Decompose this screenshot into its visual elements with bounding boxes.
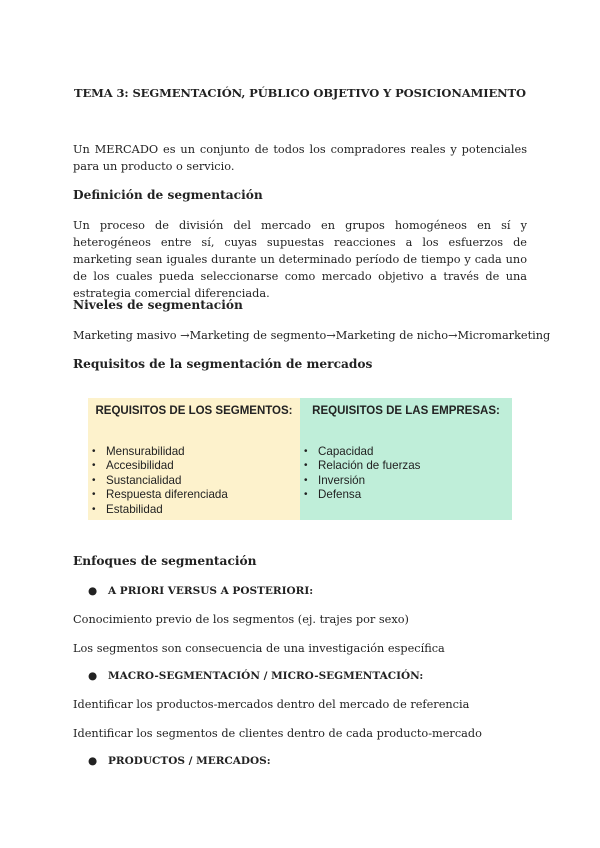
heading-definicion: Definición de segmentación bbox=[73, 188, 263, 202]
enfoques-line: Conocimiento previo de los segmentos (ej. trajes por sexo) bbox=[73, 613, 409, 626]
enfoques-line: Identificar los segmentos de clientes dentro de cada producto-mercado bbox=[73, 727, 482, 740]
empresas-item: • Relación de fuerzas bbox=[300, 459, 420, 473]
heading-niveles: Niveles de segmentación bbox=[73, 298, 243, 312]
bullet-dot-icon: ● bbox=[88, 585, 98, 597]
bullet-macro-micro bbox=[88, 670, 423, 682]
definicion-paragraph: Un proceso de división del mercado en grupos homogéneos en sí y heterogéneos entre sí, cuyas supuestas reacciones a los esfuerzos de marketing sean iguales durante un determinado período de tiempo y cada uno de los cuales pueda seleccionarse como mercado objetivo a través de una estrategia comercial diferenciada. bbox=[73, 219, 527, 300]
segmentos-item: • Respuesta diferenciada bbox=[88, 488, 228, 502]
segmentos-column bbox=[88, 398, 300, 520]
bullet-label: PRODUCTOS / MERCADOS: bbox=[108, 755, 271, 767]
segmentos-item: • Accesibilidad bbox=[88, 459, 228, 473]
bullet-dot-icon: ● bbox=[88, 670, 98, 682]
intro-paragraph: Un MERCADO es un conjunto de todos los compradores reales y potenciales para un producto o servicio. bbox=[73, 143, 527, 173]
bullet-label: MACRO-SEGMENTACIÓN / MICRO-SEGMENTACIÓN: bbox=[108, 670, 424, 682]
enfoques-line: Los segmentos son consecuencia de una investigación específica bbox=[73, 642, 445, 655]
requisitos-table bbox=[88, 398, 512, 520]
bullet-dot-icon: ● bbox=[88, 755, 98, 767]
bullet-productos-mercados bbox=[88, 755, 271, 767]
bullet-label: A PRIORI VERSUS A POSTERIORI: bbox=[108, 585, 314, 597]
empresas-column bbox=[300, 398, 512, 520]
segmentos-item: • Sustancialidad bbox=[88, 474, 228, 488]
heading-enfoques: Enfoques de segmentación bbox=[73, 554, 257, 568]
niveles-paragraph: Marketing masivo →Marketing de segmento→Marketing de nicho→Micromarketing bbox=[73, 329, 551, 342]
bullet-a-priori bbox=[88, 585, 313, 597]
empresas-item: • Capacidad bbox=[300, 445, 420, 459]
empresas-item: • Defensa bbox=[300, 488, 420, 502]
segmentos-item: • Mensurabilidad bbox=[88, 445, 228, 459]
empresas-item: • Inversión bbox=[300, 474, 420, 488]
segmentos-list bbox=[88, 445, 228, 517]
segmentos-item: • Estabilidad bbox=[88, 503, 228, 517]
enfoques-line: Identificar los productos-mercados dentro del mercado de referencia bbox=[73, 698, 470, 711]
empresas-list bbox=[300, 445, 420, 503]
segmentos-header: REQUISITOS DE LOS SEGMENTOS: bbox=[95, 405, 293, 417]
page-title: TEMA 3: SEGMENTACIÓN, PÚBLICO OBJETIVO Y POSICIONAMIENTO bbox=[74, 86, 526, 100]
heading-requisitos: Requisitos de la segmentación de mercados bbox=[73, 357, 373, 371]
empresas-header: REQUISITOS DE LAS EMPRESAS: bbox=[312, 405, 500, 417]
